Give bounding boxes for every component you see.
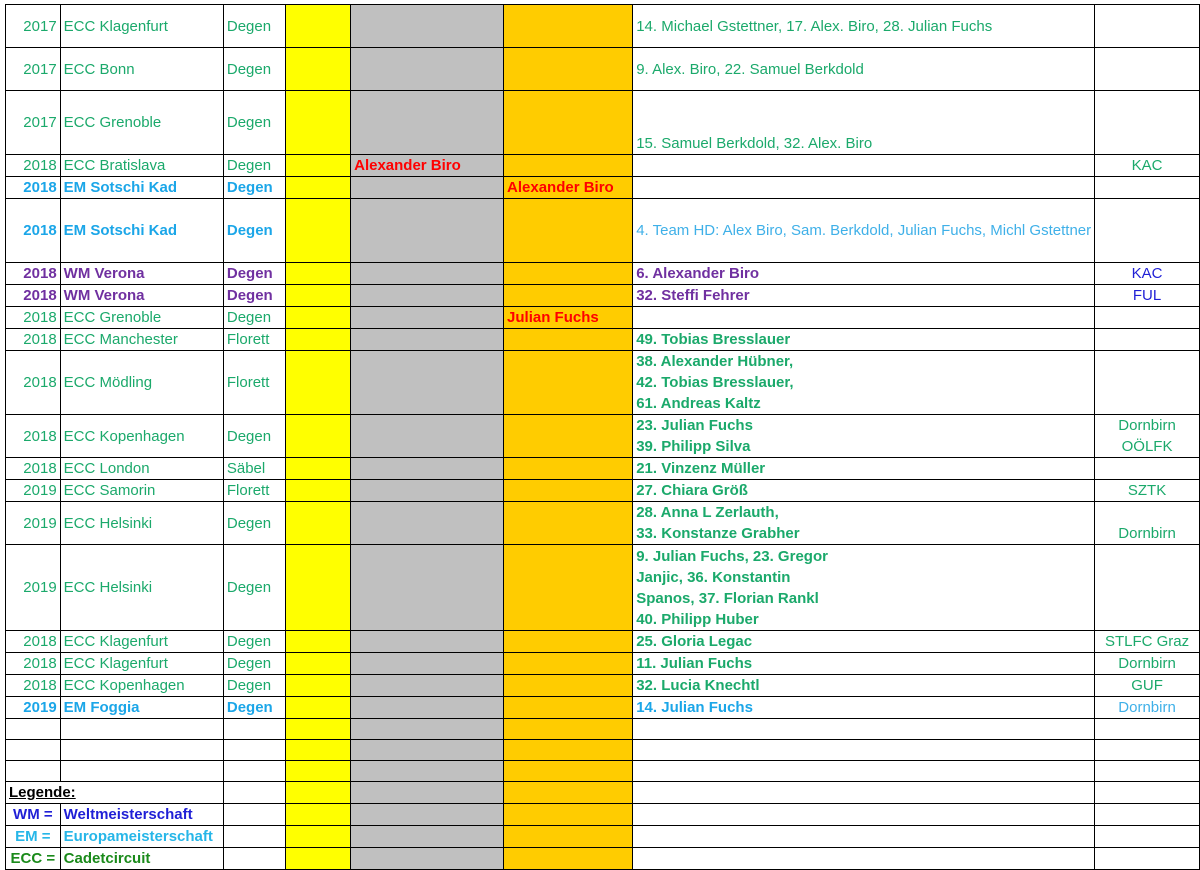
club-cell <box>1095 48 1200 91</box>
silver-cell: Alexander Biro <box>351 155 504 177</box>
gold-cell <box>286 545 351 631</box>
event-cell: ECC Grenoble <box>60 307 223 329</box>
bronze-cell <box>504 480 633 502</box>
event-cell: EM Foggia <box>60 697 223 719</box>
weapon-cell: Degen <box>223 48 285 91</box>
year-cell: 2018 <box>6 155 61 177</box>
year-cell: 2019 <box>6 480 61 502</box>
legend-row <box>6 804 1200 826</box>
weapon-cell: Degen <box>223 697 285 719</box>
year-cell: 2017 <box>6 48 61 91</box>
result-cell <box>633 155 1095 177</box>
table-row <box>6 285 1200 307</box>
event-cell: ECC London <box>60 458 223 480</box>
year-cell: 2018 <box>6 653 61 675</box>
event-cell: WM Verona <box>60 285 223 307</box>
gold-cell <box>286 351 351 415</box>
silver-cell <box>351 697 504 719</box>
table-row <box>6 91 1200 155</box>
bronze-cell: Julian Fuchs <box>504 307 633 329</box>
legend-value-em: Europameisterschaft <box>60 826 223 848</box>
result-cell: 49. Tobias Bresslauer <box>633 329 1095 351</box>
table-row <box>6 177 1200 199</box>
gold-cell <box>286 675 351 697</box>
event-cell: ECC Kopenhagen <box>60 415 223 458</box>
result-cell: 38. Alexander Hübner, 42. Tobias Bresslauer, 61. Andreas Kaltz <box>633 351 1095 415</box>
year-cell: 2018 <box>6 199 61 263</box>
table-row <box>6 545 1200 631</box>
legend-title: Legende: <box>6 782 224 804</box>
weapon-cell: Degen <box>223 675 285 697</box>
bronze-cell <box>504 155 633 177</box>
year-cell: 2018 <box>6 351 61 415</box>
result-cell: 25. Gloria Legac <box>633 631 1095 653</box>
year-cell: 2018 <box>6 631 61 653</box>
table-row <box>6 480 1200 502</box>
silver-cell <box>351 653 504 675</box>
result-cell: 9. Julian Fuchs, 23. Gregor Janjic, 36. Konstantin Spanos, 37. Florian Rankl 40. Philipp Huber <box>633 545 1095 631</box>
event-cell: ECC Klagenfurt <box>60 631 223 653</box>
result-cell: 21. Vinzenz Müller <box>633 458 1095 480</box>
weapon-cell: Florett <box>223 480 285 502</box>
event-cell: ECC Bonn <box>60 48 223 91</box>
club-cell: GUF <box>1095 675 1200 697</box>
bronze-cell: Alexander Biro <box>504 177 633 199</box>
bronze-cell <box>504 199 633 263</box>
result-cell: 32. Steffi Fehrer <box>633 285 1095 307</box>
event-cell: ECC Manchester <box>60 329 223 351</box>
silver-cell <box>351 91 504 155</box>
gold-cell <box>286 480 351 502</box>
event-cell: ECC Klagenfurt <box>60 653 223 675</box>
silver-cell <box>351 177 504 199</box>
weapon-cell: Degen <box>223 502 285 545</box>
club-cell <box>1095 177 1200 199</box>
gold-cell <box>286 199 351 263</box>
legend-value-wm: Weltmeisterschaft <box>60 804 223 826</box>
table-row <box>6 48 1200 91</box>
club-cell: Dornbirn OÖLFK <box>1095 415 1200 458</box>
gold-cell <box>286 48 351 91</box>
silver-cell <box>351 48 504 91</box>
event-cell: ECC Helsinki <box>60 545 223 631</box>
table-row <box>6 329 1200 351</box>
gold-cell <box>286 458 351 480</box>
club-cell <box>1095 351 1200 415</box>
weapon-cell: Degen <box>223 177 285 199</box>
result-cell: 6. Alexander Biro <box>633 263 1095 285</box>
result-cell <box>633 177 1095 199</box>
silver-cell <box>351 307 504 329</box>
bronze-cell <box>504 263 633 285</box>
bronze-cell <box>504 329 633 351</box>
bronze-cell <box>504 697 633 719</box>
gold-cell <box>286 415 351 458</box>
year-cell: 2018 <box>6 329 61 351</box>
event-cell: EM Sotschi Kad <box>60 177 223 199</box>
table-row <box>6 631 1200 653</box>
result-cell: 15. Samuel Berkdold, 32. Alex. Biro <box>633 91 1095 155</box>
gold-cell <box>286 91 351 155</box>
year-cell: 2018 <box>6 415 61 458</box>
club-cell: KAC <box>1095 155 1200 177</box>
weapon-cell: Degen <box>223 307 285 329</box>
weapon-cell: Degen <box>223 631 285 653</box>
table-row <box>6 502 1200 545</box>
event-cell: ECC Kopenhagen <box>60 675 223 697</box>
weapon-cell: Degen <box>223 653 285 675</box>
silver-cell <box>351 285 504 307</box>
table-row <box>6 697 1200 719</box>
bronze-cell <box>504 91 633 155</box>
year-cell: 2018 <box>6 307 61 329</box>
table-row <box>6 458 1200 480</box>
year-cell: 2019 <box>6 545 61 631</box>
result-cell: 14. Michael Gstettner, 17. Alex. Biro, 28. Julian Fuchs <box>633 5 1095 48</box>
legend-key-wm: WM = <box>6 804 61 826</box>
table-row <box>6 199 1200 263</box>
legend-key-ecc: ECC = <box>6 848 61 870</box>
silver-cell <box>351 631 504 653</box>
silver-cell <box>351 545 504 631</box>
silver-cell <box>351 263 504 285</box>
event-cell: ECC Samorin <box>60 480 223 502</box>
empty-row <box>6 761 1200 782</box>
club-cell <box>1095 329 1200 351</box>
silver-cell <box>351 199 504 263</box>
result-cell: 32. Lucia Knechtl <box>633 675 1095 697</box>
table-row <box>6 307 1200 329</box>
silver-cell <box>351 351 504 415</box>
club-cell: KAC <box>1095 263 1200 285</box>
gold-cell <box>286 263 351 285</box>
gold-cell <box>286 653 351 675</box>
weapon-cell: Degen <box>223 415 285 458</box>
gold-cell <box>286 697 351 719</box>
empty-row <box>6 719 1200 740</box>
year-cell: 2018 <box>6 458 61 480</box>
weapon-cell: Florett <box>223 329 285 351</box>
weapon-cell: Degen <box>223 5 285 48</box>
silver-cell <box>351 480 504 502</box>
event-cell: WM Verona <box>60 263 223 285</box>
weapon-cell: Säbel <box>223 458 285 480</box>
table-row <box>6 5 1200 48</box>
club-cell: FUL <box>1095 285 1200 307</box>
bronze-cell <box>504 653 633 675</box>
club-cell: Dornbirn <box>1095 697 1200 719</box>
club-cell <box>1095 458 1200 480</box>
bronze-cell <box>504 458 633 480</box>
legend-row <box>6 826 1200 848</box>
gold-cell <box>286 177 351 199</box>
gold-cell <box>286 155 351 177</box>
weapon-cell: Degen <box>223 91 285 155</box>
table-row <box>6 263 1200 285</box>
club-cell <box>1095 545 1200 631</box>
event-cell: ECC Klagenfurt <box>60 5 223 48</box>
club-cell <box>1095 199 1200 263</box>
club-cell <box>1095 307 1200 329</box>
table-row <box>6 351 1200 415</box>
year-cell: 2017 <box>6 5 61 48</box>
bronze-cell <box>504 545 633 631</box>
silver-cell <box>351 415 504 458</box>
gold-cell <box>286 631 351 653</box>
year-cell: 2018 <box>6 675 61 697</box>
year-cell: 2019 <box>6 502 61 545</box>
result-cell <box>633 307 1095 329</box>
club-cell: Dornbirn <box>1095 653 1200 675</box>
event-cell: ECC Helsinki <box>60 502 223 545</box>
result-cell: 4. Team HD: Alex Biro, Sam. Berkdold, Julian Fuchs, Michl Gstettner <box>633 199 1095 263</box>
result-cell: 23. Julian Fuchs 39. Philipp Silva <box>633 415 1095 458</box>
legend-value-ecc: Cadetcircuit <box>60 848 223 870</box>
club-cell <box>1095 5 1200 48</box>
empty-row <box>6 740 1200 761</box>
club-cell: SZTK <box>1095 480 1200 502</box>
legend-title-row <box>6 782 1200 804</box>
legend-key-em: EM = <box>6 826 61 848</box>
year-cell: 2018 <box>6 177 61 199</box>
weapon-cell: Degen <box>223 285 285 307</box>
table-row <box>6 653 1200 675</box>
result-cell: 27. Chiara Größ <box>633 480 1095 502</box>
silver-cell <box>351 458 504 480</box>
bronze-cell <box>504 675 633 697</box>
year-cell: 2019 <box>6 697 61 719</box>
table-row <box>6 155 1200 177</box>
silver-cell <box>351 502 504 545</box>
result-cell: 14. Julian Fuchs <box>633 697 1095 719</box>
event-cell: ECC Grenoble <box>60 91 223 155</box>
legend-row <box>6 848 1200 870</box>
bronze-cell <box>504 502 633 545</box>
silver-cell <box>351 675 504 697</box>
result-cell: 28. Anna L Zerlauth, 33. Konstanze Grabher <box>633 502 1095 545</box>
gold-cell <box>286 502 351 545</box>
silver-cell <box>351 329 504 351</box>
event-cell: ECC Bratislava <box>60 155 223 177</box>
year-cell: 2018 <box>6 285 61 307</box>
bronze-cell <box>504 415 633 458</box>
table-row <box>6 415 1200 458</box>
event-cell: ECC Mödling <box>60 351 223 415</box>
weapon-cell: Degen <box>223 199 285 263</box>
gold-cell <box>286 5 351 48</box>
gold-cell <box>286 329 351 351</box>
result-cell: 9. Alex. Biro, 22. Samuel Berkdold <box>633 48 1095 91</box>
club-cell: STLFC Graz <box>1095 631 1200 653</box>
gold-cell <box>286 285 351 307</box>
weapon-cell: Degen <box>223 155 285 177</box>
bronze-cell <box>504 285 633 307</box>
club-cell: Dornbirn <box>1095 502 1200 545</box>
club-cell <box>1095 91 1200 155</box>
table-row <box>6 675 1200 697</box>
bronze-cell <box>504 48 633 91</box>
weapon-cell: Florett <box>223 351 285 415</box>
year-cell: 2017 <box>6 91 61 155</box>
bronze-cell <box>504 5 633 48</box>
silver-cell <box>351 5 504 48</box>
bronze-cell <box>504 351 633 415</box>
weapon-cell: Degen <box>223 263 285 285</box>
gold-cell <box>286 307 351 329</box>
bronze-cell <box>504 631 633 653</box>
weapon-cell: Degen <box>223 545 285 631</box>
event-cell: EM Sotschi Kad <box>60 199 223 263</box>
result-cell: 11. Julian Fuchs <box>633 653 1095 675</box>
year-cell: 2018 <box>6 263 61 285</box>
results-table <box>5 4 1200 870</box>
